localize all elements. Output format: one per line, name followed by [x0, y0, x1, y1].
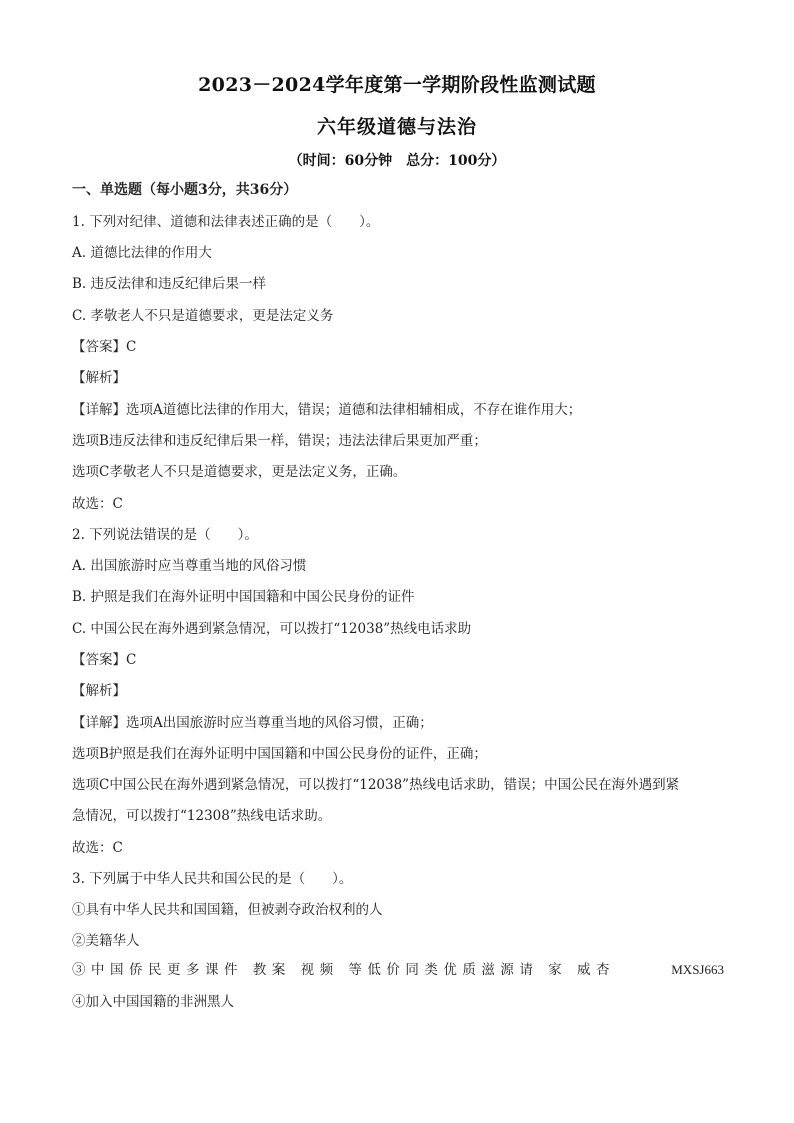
question-3-option-3: ③中国侨民更多课件 教案 视频 等低价同类优质滋源请 家 威杏 [72, 962, 615, 978]
question-2-detail-2: 选项B护照是我们在海外证明中国国籍和中国公民身份的证件，正确； [72, 746, 487, 762]
question-2-option-a: A. 出国旅游时应当尊重当地的风俗习惯 [72, 558, 307, 574]
question-1-option-c: C. 孝敬老人不只是道德要求，更是法定义务 [72, 308, 334, 324]
question-2-conclusion: 故选：C [72, 840, 123, 856]
question-3-option-1: ①具有中华人民共和国国籍，但被剥夺政治权利的人 [72, 902, 383, 918]
question-2-option-b: B. 护照是我们在海外证明中国国籍和中国公民身份的证件 [72, 589, 415, 605]
exam-subject: 六年级道德与法治 [316, 116, 477, 138]
question-2-stem: 2. 下列说法错误的是（ ）。 [72, 527, 258, 543]
question-1-analysis-label: 【解析】 [72, 370, 126, 386]
question-2-analysis-label: 【解析】 [72, 683, 126, 699]
question-2-option-c: C. 中国公民在海外遇到紧急情况，可以拨打“12038”热线电话求助 [72, 621, 472, 637]
exam-meta: （时间：60分钟 总分：100分） [288, 153, 506, 169]
question-1-detail-1: 【详解】选项A道德比法律的作用大，错误；道德和法律相辅相成，不存在谁作用大； [72, 402, 582, 418]
question-3-stem: 3. 下列属于中华人民共和国公民的是（ ）。 [72, 871, 353, 887]
question-3-option-3-row [72, 960, 724, 980]
question-2-detail-4: 急情况，可以拨打“12308”热线电话求助。 [72, 808, 332, 824]
exam-title: 2023－2024学年度第一学期阶段性监测试题 [198, 74, 596, 96]
question-1-option-b: B. 违反法律和违反纪律后果一样 [72, 276, 267, 292]
question-2-answer: 【答案】C [72, 652, 137, 668]
watermark-code: MXSJ663 [671, 962, 724, 977]
question-2-detail-1: 【详解】选项A出国旅游时应当尊重当地的风俗习惯，正确； [72, 715, 433, 731]
question-1-conclusion: 故选：C [72, 496, 123, 512]
question-1-answer: 【答案】C [72, 339, 137, 355]
question-1-stem: 1. 下列对纪律、道德和法律表述正确的是（ ）。 [72, 214, 380, 230]
question-1-detail-3: 选项C孝敬老人不只是道德要求，更是法定义务，正确。 [72, 464, 407, 480]
question-3-option-4: ④加入中国国籍的非洲黑人 [72, 994, 234, 1010]
question-1-option-a: A. 道德比法律的作用大 [72, 245, 212, 261]
question-3-option-2: ②美籍华人 [72, 933, 140, 949]
section-heading: 一、单选题（每小题3分，共36分） [72, 182, 298, 198]
question-1-detail-2: 选项B违反法律和违反纪律后果一样，错误；违法法律后果更加严重； [72, 433, 487, 449]
question-2-detail-3: 选项C中国公民在海外遇到紧急情况，可以拨打“12038”热线电话求助，错误；中国公民在海外遇到紧 [72, 777, 680, 793]
